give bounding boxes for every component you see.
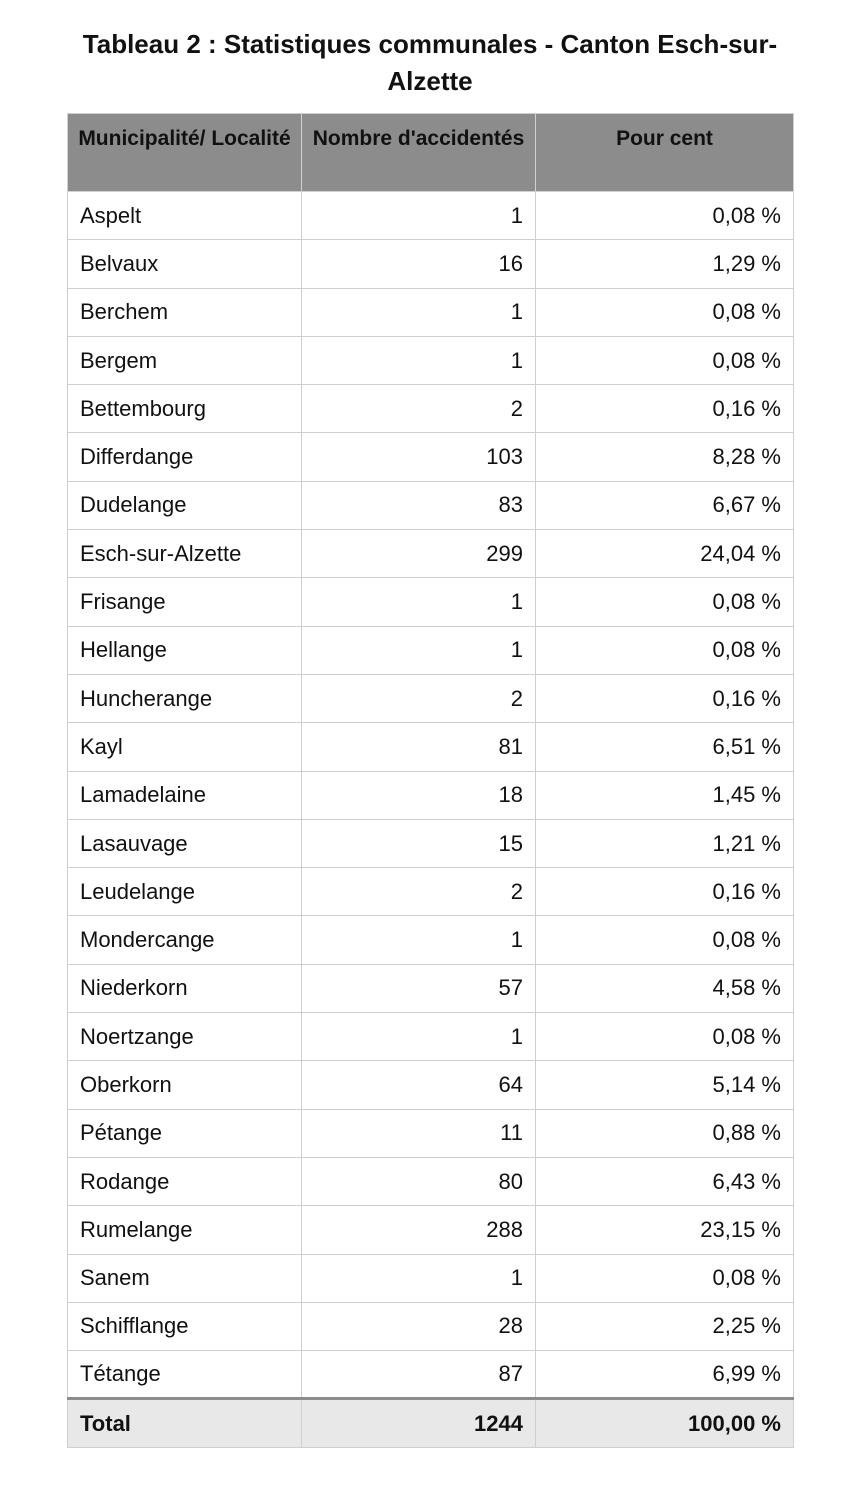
municipality-cell: Rodange — [68, 1157, 302, 1205]
percent-cell: 4,58 % — [536, 964, 794, 1012]
header-row — [68, 114, 794, 192]
municipality-cell: Tétange — [68, 1351, 302, 1399]
table-row — [68, 1157, 794, 1205]
municipality-cell: Kayl — [68, 723, 302, 771]
table-row — [68, 1302, 794, 1350]
count-cell: 83 — [302, 481, 536, 529]
percent-cell: 1,45 % — [536, 771, 794, 819]
total-percent: 100,00 % — [536, 1399, 794, 1448]
percent-cell: 24,04 % — [536, 530, 794, 578]
count-cell: 28 — [302, 1302, 536, 1350]
count-cell: 1 — [302, 336, 536, 384]
percent-cell: 0,16 % — [536, 868, 794, 916]
table-row — [68, 674, 794, 722]
table-row — [68, 192, 794, 240]
municipality-cell: Bettembourg — [68, 385, 302, 433]
count-cell: 1 — [302, 1254, 536, 1302]
count-cell: 1 — [302, 916, 536, 964]
municipality-cell: Hellange — [68, 626, 302, 674]
count-cell: 87 — [302, 1351, 536, 1399]
count-cell: 1 — [302, 578, 536, 626]
table-row — [68, 481, 794, 529]
percent-cell: 1,21 % — [536, 819, 794, 867]
percent-cell: 6,67 % — [536, 481, 794, 529]
percent-cell: 0,08 % — [536, 626, 794, 674]
count-cell: 64 — [302, 1061, 536, 1109]
percent-cell: 2,25 % — [536, 1302, 794, 1350]
table-row — [68, 723, 794, 771]
percent-cell: 5,14 % — [536, 1061, 794, 1109]
table-row — [68, 819, 794, 867]
municipality-cell: Schifflange — [68, 1302, 302, 1350]
municipality-cell: Rumelange — [68, 1206, 302, 1254]
municipality-cell: Bergem — [68, 336, 302, 384]
table-row — [68, 336, 794, 384]
municipality-cell: Differdange — [68, 433, 302, 481]
count-cell: 81 — [302, 723, 536, 771]
header-municipality: Municipalité/ Localité — [68, 114, 302, 192]
count-cell: 1 — [302, 288, 536, 336]
percent-cell: 0,08 % — [536, 578, 794, 626]
percent-cell: 1,29 % — [536, 240, 794, 288]
percent-cell: 0,08 % — [536, 1254, 794, 1302]
count-cell: 1 — [302, 626, 536, 674]
municipality-cell: Oberkorn — [68, 1061, 302, 1109]
municipality-cell: Noertzange — [68, 1013, 302, 1061]
count-cell: 2 — [302, 674, 536, 722]
table-row — [68, 1254, 794, 1302]
municipality-cell: Esch-sur-Alzette — [68, 530, 302, 578]
municipality-cell: Belvaux — [68, 240, 302, 288]
total-count: 1244 — [302, 1399, 536, 1448]
table-footer — [68, 1399, 794, 1448]
header-percent: Pour cent — [536, 114, 794, 192]
municipality-cell: Mondercange — [68, 916, 302, 964]
count-cell: 16 — [302, 240, 536, 288]
table-row — [68, 1061, 794, 1109]
percent-cell: 0,08 % — [536, 288, 794, 336]
percent-cell: 0,08 % — [536, 916, 794, 964]
statistics-table — [67, 113, 794, 1448]
municipality-cell: Dudelange — [68, 481, 302, 529]
percent-cell: 0,88 % — [536, 1109, 794, 1157]
table-row — [68, 868, 794, 916]
municipality-cell: Lasauvage — [68, 819, 302, 867]
table-row — [68, 1109, 794, 1157]
table-row — [68, 1206, 794, 1254]
percent-cell: 6,43 % — [536, 1157, 794, 1205]
table-row — [68, 1351, 794, 1399]
municipality-cell: Niederkorn — [68, 964, 302, 1012]
count-cell: 1 — [302, 1013, 536, 1061]
municipality-cell: Lamadelaine — [68, 771, 302, 819]
table-header — [68, 114, 794, 192]
table-row — [68, 964, 794, 1012]
municipality-cell: Berchem — [68, 288, 302, 336]
table-row — [68, 385, 794, 433]
municipality-cell: Aspelt — [68, 192, 302, 240]
count-cell: 80 — [302, 1157, 536, 1205]
total-label: Total — [68, 1399, 302, 1448]
count-cell: 15 — [302, 819, 536, 867]
municipality-cell: Pétange — [68, 1109, 302, 1157]
count-cell: 2 — [302, 868, 536, 916]
count-cell: 1 — [302, 192, 536, 240]
table-row — [68, 771, 794, 819]
municipality-cell: Sanem — [68, 1254, 302, 1302]
total-row — [68, 1399, 794, 1448]
count-cell: 103 — [302, 433, 536, 481]
table-row — [68, 530, 794, 578]
table-row — [68, 240, 794, 288]
table-title: Tableau 2 : Statistiques communales - Canton Esch-sur-Alzette — [82, 29, 778, 96]
percent-cell: 0,16 % — [536, 385, 794, 433]
count-cell: 288 — [302, 1206, 536, 1254]
table-row — [68, 916, 794, 964]
table-row — [68, 433, 794, 481]
count-cell: 57 — [302, 964, 536, 1012]
count-cell: 18 — [302, 771, 536, 819]
table-body — [68, 192, 794, 1399]
percent-cell: 23,15 % — [536, 1206, 794, 1254]
count-cell: 299 — [302, 530, 536, 578]
count-cell: 2 — [302, 385, 536, 433]
table-row — [68, 578, 794, 626]
percent-cell: 0,08 % — [536, 1013, 794, 1061]
table-row — [68, 288, 794, 336]
percent-cell: 6,51 % — [536, 723, 794, 771]
table-row — [68, 626, 794, 674]
percent-cell: 0,08 % — [536, 192, 794, 240]
municipality-cell: Leudelange — [68, 868, 302, 916]
count-cell: 11 — [302, 1109, 536, 1157]
municipality-cell: Huncherange — [68, 674, 302, 722]
percent-cell: 8,28 % — [536, 433, 794, 481]
percent-cell: 0,08 % — [536, 336, 794, 384]
header-count: Nombre d'accidentés — [302, 114, 536, 192]
percent-cell: 6,99 % — [536, 1351, 794, 1399]
percent-cell: 0,16 % — [536, 674, 794, 722]
municipality-cell: Frisange — [68, 578, 302, 626]
table-row — [68, 1013, 794, 1061]
